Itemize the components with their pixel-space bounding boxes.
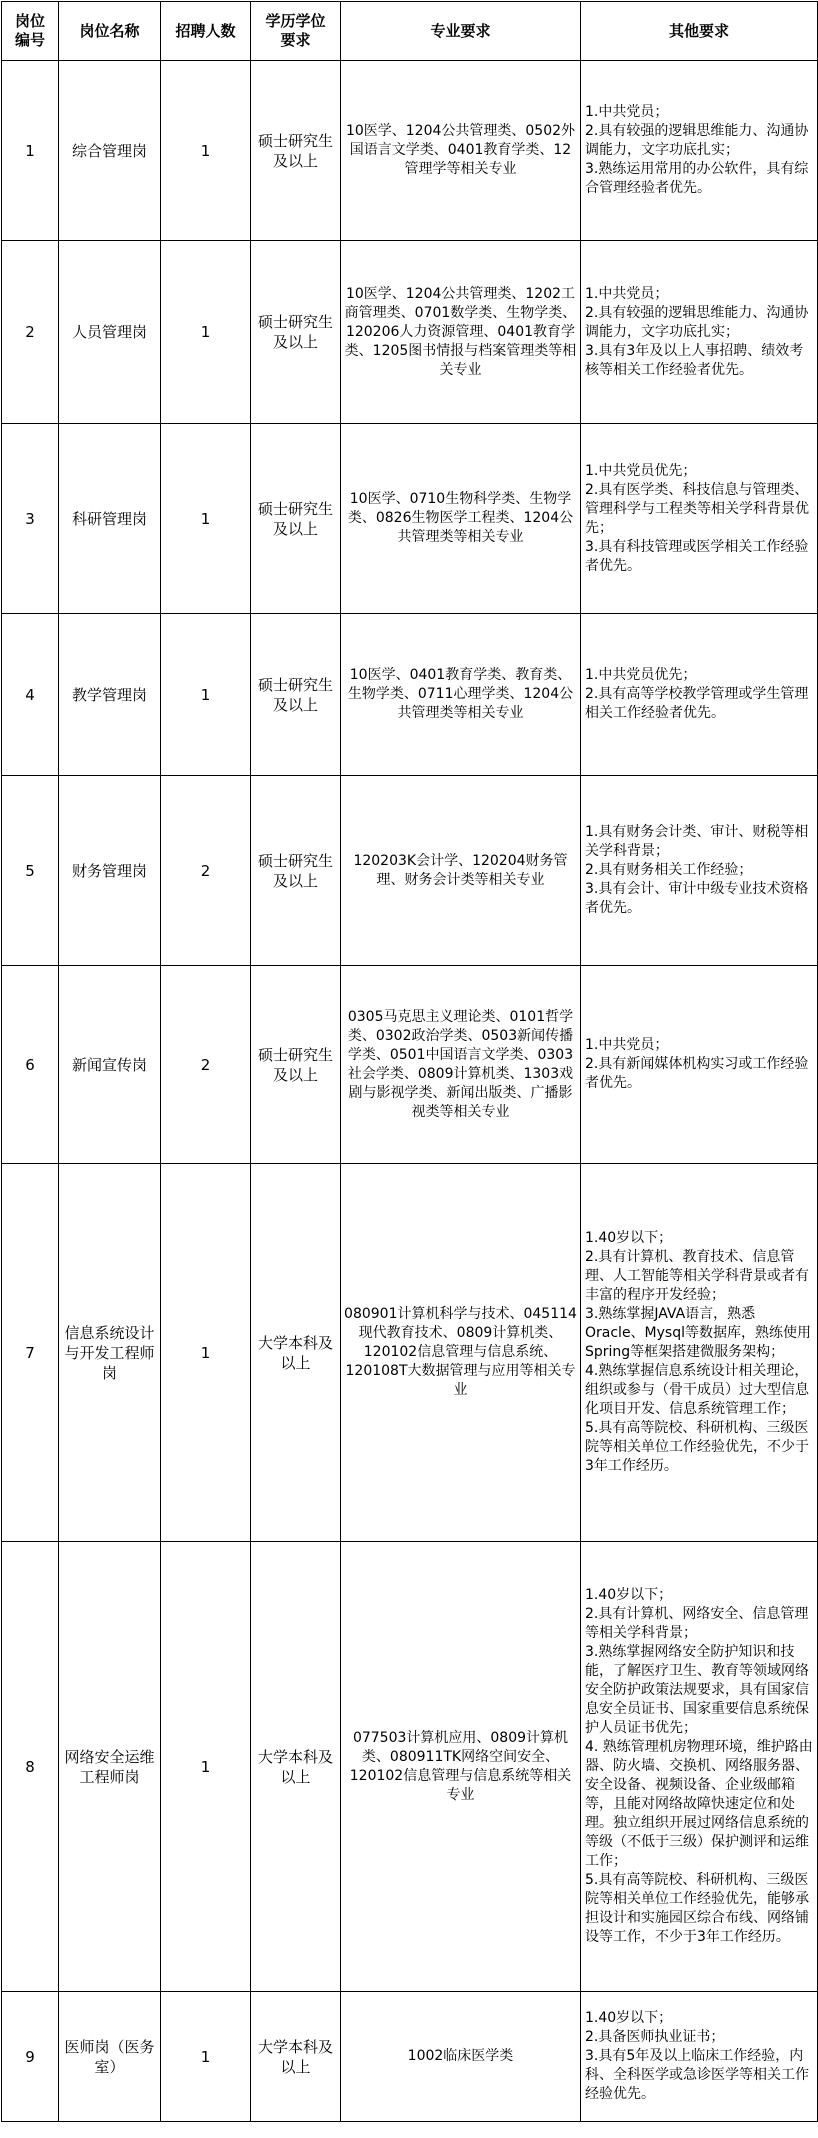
position-id: 3 [2, 424, 59, 614]
requirement-item: 3.熟练掌握网络安全防护知识和技能，了解医疗卫生、教育等领域网络安全防护政策法规要求，具有国家信息安全员证书、国家重要信息系统保护人员证书优先； [585, 1644, 809, 1736]
header-headcount: 招聘人数 [161, 2, 251, 61]
other-requirements [581, 614, 818, 776]
position-name: 新闻宣传岗 [59, 966, 161, 1164]
table-row [2, 776, 818, 966]
requirement-item: 3.具有会计、审计中级专业技术资格者优先。 [585, 881, 809, 916]
education-requirement: 大学本科及以上 [251, 1542, 341, 1992]
table-row [2, 1542, 818, 1992]
education-requirement: 硕士研究生及以上 [251, 966, 341, 1164]
header-major-requirements: 专业要求 [341, 2, 581, 61]
major-requirement: 1002临床医学类 [341, 1992, 581, 2122]
requirement-item: 2.具有较强的逻辑思维能力、沟通协调能力，文字功底扎实； [585, 123, 809, 158]
major-requirement: 080901计算机科学与技术、045114现代教育技术、0809计算机类、120102信息管理与信息系统、120108T大数据管理与应用等相关专业 [341, 1164, 581, 1542]
education-requirement: 大学本科及以上 [251, 1992, 341, 2122]
position-name: 信息系统设计与开发工程师岗 [59, 1164, 161, 1542]
headcount: 1 [161, 424, 251, 614]
headcount: 1 [161, 241, 251, 424]
education-requirement: 硕士研究生及以上 [251, 61, 341, 241]
education-requirement: 硕士研究生及以上 [251, 614, 341, 776]
education-requirement: 硕士研究生及以上 [251, 776, 341, 966]
requirement-item: 3.熟练运用常用的办公软件，具有综合管理经验者优先。 [585, 161, 809, 196]
position-id: 7 [2, 1164, 59, 1542]
requirement-item: 2.具有较强的逻辑思维能力、沟通协调能力，文字功底扎实； [585, 304, 809, 340]
table-row [2, 614, 818, 776]
header-position-name: 岗位名称 [59, 2, 161, 61]
requirement-item: 2.具备医师执业证书； [585, 2029, 725, 2045]
headcount: 1 [161, 1542, 251, 1992]
table-row [2, 241, 818, 424]
position-name: 医师岗（医务室） [59, 1992, 161, 2122]
major-requirement: 10医学、0710生物科学类、生物学类、0826生物医学工程类、1204公共管理类等相关专业 [341, 424, 581, 614]
table-row [2, 1164, 818, 1542]
table-header-row [2, 2, 818, 61]
requirement-item: 4. 熟练管理机房物理环境，维护路由器、防火墙、交换机、网络服务器、安全设备、视频设备、企业级邮箱等，且能对网络故障快速定位和处理。独立组织开展过网络信息系统的等级（不低于三级）保护测评和运维工作； [585, 1739, 813, 1869]
requirement-item: 5.具有高等院校、科研机构、三级医院等相关单位工作经验优先，能够承担设计和实施园区综合布线、网络铺设等工作，不少于3年工作经历。 [585, 1872, 809, 1945]
table-row [2, 1992, 818, 2122]
other-requirements [581, 776, 818, 966]
requirement-item: 2.具有医学类、科技信息与管理类、管理科学与工程类等相关学科背景优先； [585, 481, 809, 536]
headcount: 1 [161, 1164, 251, 1542]
header-other-requirements: 其他要求 [581, 2, 818, 61]
requirement-item: 1.具有财务会计类、审计、财税等相关学科背景； [585, 824, 809, 859]
headcount: 2 [161, 776, 251, 966]
position-name: 综合管理岗 [59, 61, 161, 241]
position-id: 5 [2, 776, 59, 966]
requirement-item: 1.中共党员优先； [585, 462, 697, 479]
major-requirement: 120203K会计学、120204财务管理、财务会计类等相关专业 [341, 776, 581, 966]
other-requirements [581, 61, 818, 241]
other-requirements [581, 1542, 818, 1992]
position-id: 4 [2, 614, 59, 776]
requirement-item: 1.中共党员优先； [585, 667, 697, 683]
other-requirements [581, 1164, 818, 1542]
position-id: 2 [2, 241, 59, 424]
headcount: 1 [161, 61, 251, 241]
table-row [2, 424, 818, 614]
requirement-item: 4.熟练掌握信息系统设计相关理论，组织或参与（骨干成员）过大型信息化项目开发、信息系统管理工作； [585, 1363, 809, 1417]
major-requirement: 10医学、1204公共管理类、0502外国语言文学类、0401教育学类、12管理学等相关专业 [341, 61, 581, 241]
header-education: 学历学位 要求 [251, 2, 341, 61]
position-id: 8 [2, 1542, 59, 1992]
requirement-item: 3.熟练掌握JAVA语言，熟悉Oracle、Mysql等数据库，熟练使用Spring等框架搭建微服务架构； [585, 1306, 811, 1360]
requirement-item: 2.具有计算机、网络安全、信息管理等相关学科背景； [585, 1606, 809, 1641]
requirement-item: 1.中共党员； [585, 285, 669, 302]
requirement-item: 2.具有财务相关工作经验； [585, 862, 753, 878]
position-id: 6 [2, 966, 59, 1164]
requirement-item: 1.40岁以下； [585, 2010, 673, 2026]
recruitment-table [1, 1, 818, 2122]
position-name: 财务管理岗 [59, 776, 161, 966]
position-id: 1 [2, 61, 59, 241]
education-requirement: 硕士研究生及以上 [251, 241, 341, 424]
header-position-id: 岗位 编号 [2, 2, 59, 61]
requirement-item: 1.40岁以下； [585, 1587, 673, 1603]
requirement-item: 3.具有5年及以上临床工作经验，内科、全科医学或急诊医学等相关工作经验优先。 [585, 2048, 809, 2102]
other-requirements [581, 966, 818, 1164]
requirement-item: 5.具有高等院校、科研机构、三级医院等相关单位工作经验优先，不少于3年工作经历。 [585, 1420, 809, 1474]
table-row [2, 61, 818, 241]
major-requirement: 0305马克思主义理论类、0101哲学类、0302政治学类、0503新闻传播学类、0501中国语言文学类、0303社会学类、0809计算机类、1303戏剧与影视学类、新闻出版类、广播影视类等相关专业 [341, 966, 581, 1164]
position-name: 人员管理岗 [59, 241, 161, 424]
other-requirements [581, 424, 818, 614]
requirement-item: 3.具有科技管理或医学相关工作经验者优先。 [585, 538, 809, 574]
other-requirements [581, 1992, 818, 2122]
position-name: 科研管理岗 [59, 424, 161, 614]
education-requirement: 硕士研究生及以上 [251, 424, 341, 614]
major-requirement: 077503计算机应用、0809计算机类、080911TK网络空间安全、120102信息管理与信息系统等相关专业 [341, 1542, 581, 1992]
position-id: 9 [2, 1992, 59, 2122]
requirement-item: 1.40岁以下； [585, 1230, 673, 1246]
requirement-item: 2.具有计算机、教育技术、信息管理、人工智能等相关学科背景或者有丰富的程序开发经验； [585, 1249, 809, 1303]
requirement-item: 2.具有高等学校教学管理或学生管理相关工作经验者优先。 [585, 686, 809, 721]
requirement-item: 2.具有新闻媒体机构实习或工作经验者优先。 [585, 1056, 809, 1091]
requirement-item: 1.中共党员； [585, 104, 669, 120]
table-row [2, 966, 818, 1164]
requirement-item: 1.中共党员； [585, 1037, 669, 1053]
headcount: 1 [161, 1992, 251, 2122]
headcount: 1 [161, 614, 251, 776]
other-requirements [581, 241, 818, 424]
major-requirement: 10医学、0401教育学类、教育类、生物学类、0711心理学类、1204公共管理类等相关专业 [341, 614, 581, 776]
major-requirement: 10医学、1204公共管理类、1202工商管理类、0701数学类、生物学类、120206人力资源管理、0401教育学类、1205图书情报与档案管理类等相关专业 [341, 241, 581, 424]
headcount: 2 [161, 966, 251, 1164]
requirement-item: 3.具有3年及以上人事招聘、绩效考核等相关工作经验者优先。 [585, 342, 804, 378]
education-requirement: 大学本科及以上 [251, 1164, 341, 1542]
position-name: 教学管理岗 [59, 614, 161, 776]
position-name: 网络安全运维工程师岗 [59, 1542, 161, 1992]
